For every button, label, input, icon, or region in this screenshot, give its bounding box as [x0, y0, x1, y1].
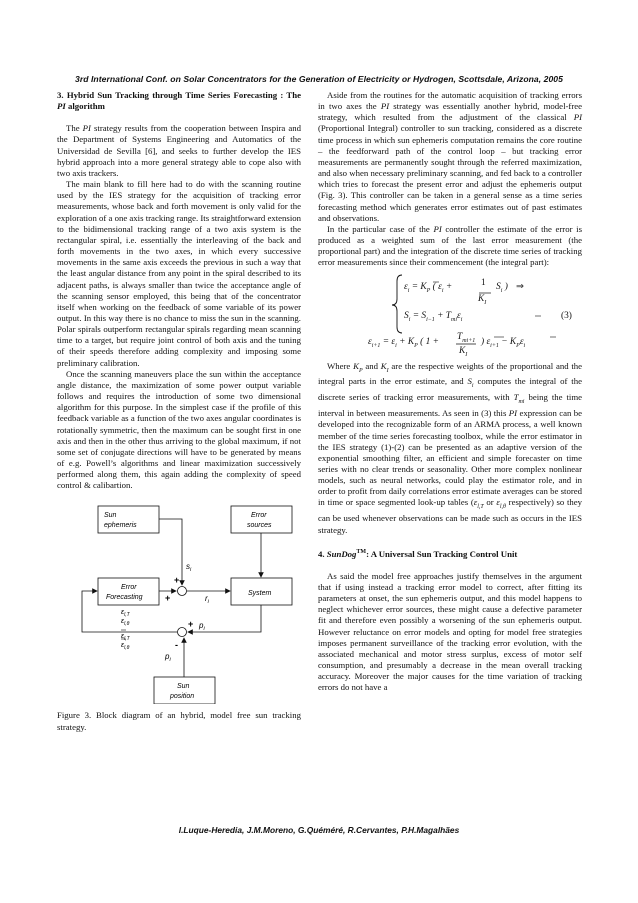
right-paragraph-4: As said the model free approaches justify themselves in the argument that if using instead a tracking error model to correct, after fitting its parameters at onset, the sun ephemeris output, and this model happens to neglect whichever error sources, these might cause a defective parameter fit and therefore even possibly a worsening of the sun ephemeris output. However reluctance on error models and opting for model free strategies imposes permanent surveillance of the tracking error evolution, with the associated mechanical and motor stress surplus, excess of motor self consumption, and presumably a decrease in the mean overall tracking accuracy. Moreover the major causes for the time variation of tracking errors do not have a: [318, 570, 582, 693]
running-footer: I.Luque-Heredia, J.M.Moreno, G.Quéméré, R.Cervantes, P.H.Magalhães: [178, 825, 460, 835]
epsilon-label-2: $\varepsilon_{l,\theta}$: [121, 618, 130, 628]
minus-sign: -: [175, 640, 178, 651]
signal-r-label: $r_i$: [205, 594, 209, 606]
sun-position-label-1: Sun: [177, 683, 190, 691]
left-paragraph-3: Once the scanning maneuvers place the sun within the acceptance angle distance, the maximization of some power output variable follows and requires the introduction of some two dimensional algorithm for this purpose. In the simplest case if the profile of this feedback variable as a function of the two axes angular coordinates is rotationally symmetric, then the maximum can be sought first in one axis and then in the other thus arriving to the global maximum, if not some set of conjugate directions will have to be generated by means of e.g. Powell’s algorithms and linear maximization successively performed along them, this again adding the complexity of speed control & calibartion.: [57, 368, 301, 491]
right-paragraph-1: Aside from the routines for the automatic acquisition of tracking errors in two axes the PI strategy was essentially another hybrid, model-free strategy, which resulted from the adjustment of the classical PI (Proportional Integral) controller to sun tracking, considered as a discrete time process in which sun ephemeris computation remains the core routine – the feedforward path of the control loop – but tracking error measurements are permanently sought through the referred maximization, and also when necessary preliminary scanning, and fed back to a controller which tries to forecast the present error and adjust the ephemeris output (Fig. 3). This controller can be taken in a general sense as a time series forecasting method which generates error estimates out of past estimates and observations.: [318, 90, 583, 223]
system-label: System: [248, 590, 272, 598]
error-forecasting-label-1: Error: [121, 584, 137, 592]
signal-pstar-label: $p_i$: [165, 652, 171, 664]
plus-sign-top: +: [174, 575, 180, 586]
signal-s-label: $s_i$: [186, 562, 192, 574]
figure-3-block-diagram: [57, 497, 301, 704]
error-sources-label-2: sources: [247, 522, 272, 530]
equation-number: (3): [561, 310, 572, 321]
error-forecasting-label-2: Forecasting: [106, 594, 143, 602]
block-diagram-svg: [57, 497, 301, 704]
left-column: [57, 90, 301, 733]
figure-3-caption: Figure 3. Block diagram of an hybrid, model free sun tracking strategy.: [57, 710, 301, 732]
plus-sign-right: +: [188, 619, 194, 630]
sun-ephemeris-label-1: Sun: [104, 512, 117, 520]
left-paragraph-2: The main blank to fill here had to do with the scanning routine used by the IES strategy for the acquisition of tracking error measurements, whose back and forth movement is only valid for the exploration of a one axis tracking range. Its straightforward extension to the bidimensional tracking range of a two axis system is the rectangular spiral, i.e. essentially the interleaving of the back and forth movements in the two axes, in which every successive movements in the same axis exceeds the previous in such a way that the least angular distance from any point in the spiral described to its adjacent paths, is always smaller than twice the acceptance angle of the scanning sensor employed, this being that of the concentrator itself when working on the feedback of some variable of its power output. In this way there is no chance to miss the sun in the scanning. Polar spirals outperform rectangular spirals regarding mean scanning time to a target, but require joint control of both axis and the tuning of their speeds therefore adding complexity and imposing some preliminary calibration.: [57, 179, 301, 368]
running-header: 3rd International Conf. on Solar Concentrators for the Generation of Electricity or Hydrogen, Scottsdale, Arizona, 2005: [75, 74, 563, 84]
sun-position-label-2: position: [170, 693, 195, 701]
right-column: [318, 90, 582, 693]
sun-ephemeris-label-2: ephemeris: [104, 522, 137, 530]
left-paragraph-1: The PI strategy results from the cooperation between Inspira and the Department of Systems Engineering and Automatics of the Universidad de Sevilla [6], and seeks to further develop the IES hybrid approach into a more general strategy able to cope also with two axis trackers.: [57, 123, 302, 178]
error-sources-label-1: Error: [251, 512, 267, 520]
equation-3: $\varepsilon_i = K_P$ ( $\varepsilon_i$ + 1 $K_I$ $S_i$ ) ⇒ $S_i = S_{i-1} + T_{mi}\varepsilon_i$ (3) $\varepsilon_{i+1} = \varepsilon_i + K_P$ ( 1 + $T_{mi+1}$ $K_I$ ) $\varepsilon_{i+1} - K_P\varepsilon_i$: [318, 269, 582, 361]
summing-junction-top: [178, 587, 187, 596]
plus-sign-left: +: [165, 593, 171, 604]
epsilon-label-4: $\varepsilon_{l,\theta}$: [121, 642, 130, 652]
right-paragraph-2: In the particular case of the PI controller the estimate of the error is produced as a weighted sum of the last error measurement (the proportional part) and the integration of the discrete time series of tracking error measurements since their commencement (the integral part):: [318, 223, 582, 268]
epsilon-label-3: $\varepsilon_{l,T}$: [121, 633, 130, 643]
section-4-title: 4. SunDog™: A Universal Sun Tracking Control Unit: [318, 548, 518, 559]
summing-junction-bottom: [178, 628, 187, 637]
section-3-title: 3. Hybrid Sun Tracking through Time Series Forecasting : The PI algorithm: [57, 90, 301, 112]
signal-p-label: $p_i$: [199, 621, 205, 633]
epsilon-label-1: $\varepsilon_{l,T}$: [121, 609, 130, 619]
right-paragraph-3: Where $K_P$ and $K_I$ are the respective weights of the proportional and the integral parts in the error estimate, and $S_i$ computes the integral of the discrete series of tracking error measurements, with $T_{mi}$ being the time interval in between measurements. As seen in (3) this PI expression can be developed into the recognizable form of an ARMA process, a well known member of the time series forecasting toolbox, while the error estimator in the IES strategy (1)-(2) can be presented as an adaptive version of the exponential smoothing filter, an efficient and simple forecaster on time series with no clear trends or seasonality. Other more complex nonlinear models, such as neural networks, could play the estimator role, and in order to profit from daily correlations error estimate averages can be stored in time or space segmented look-up tables ($\varepsilon_{l,T}$ or $\varepsilon_{l,\theta}$ respectively) so they can be used whenever observations can be made such as occurs in the IES strategy.: [318, 360, 583, 535]
